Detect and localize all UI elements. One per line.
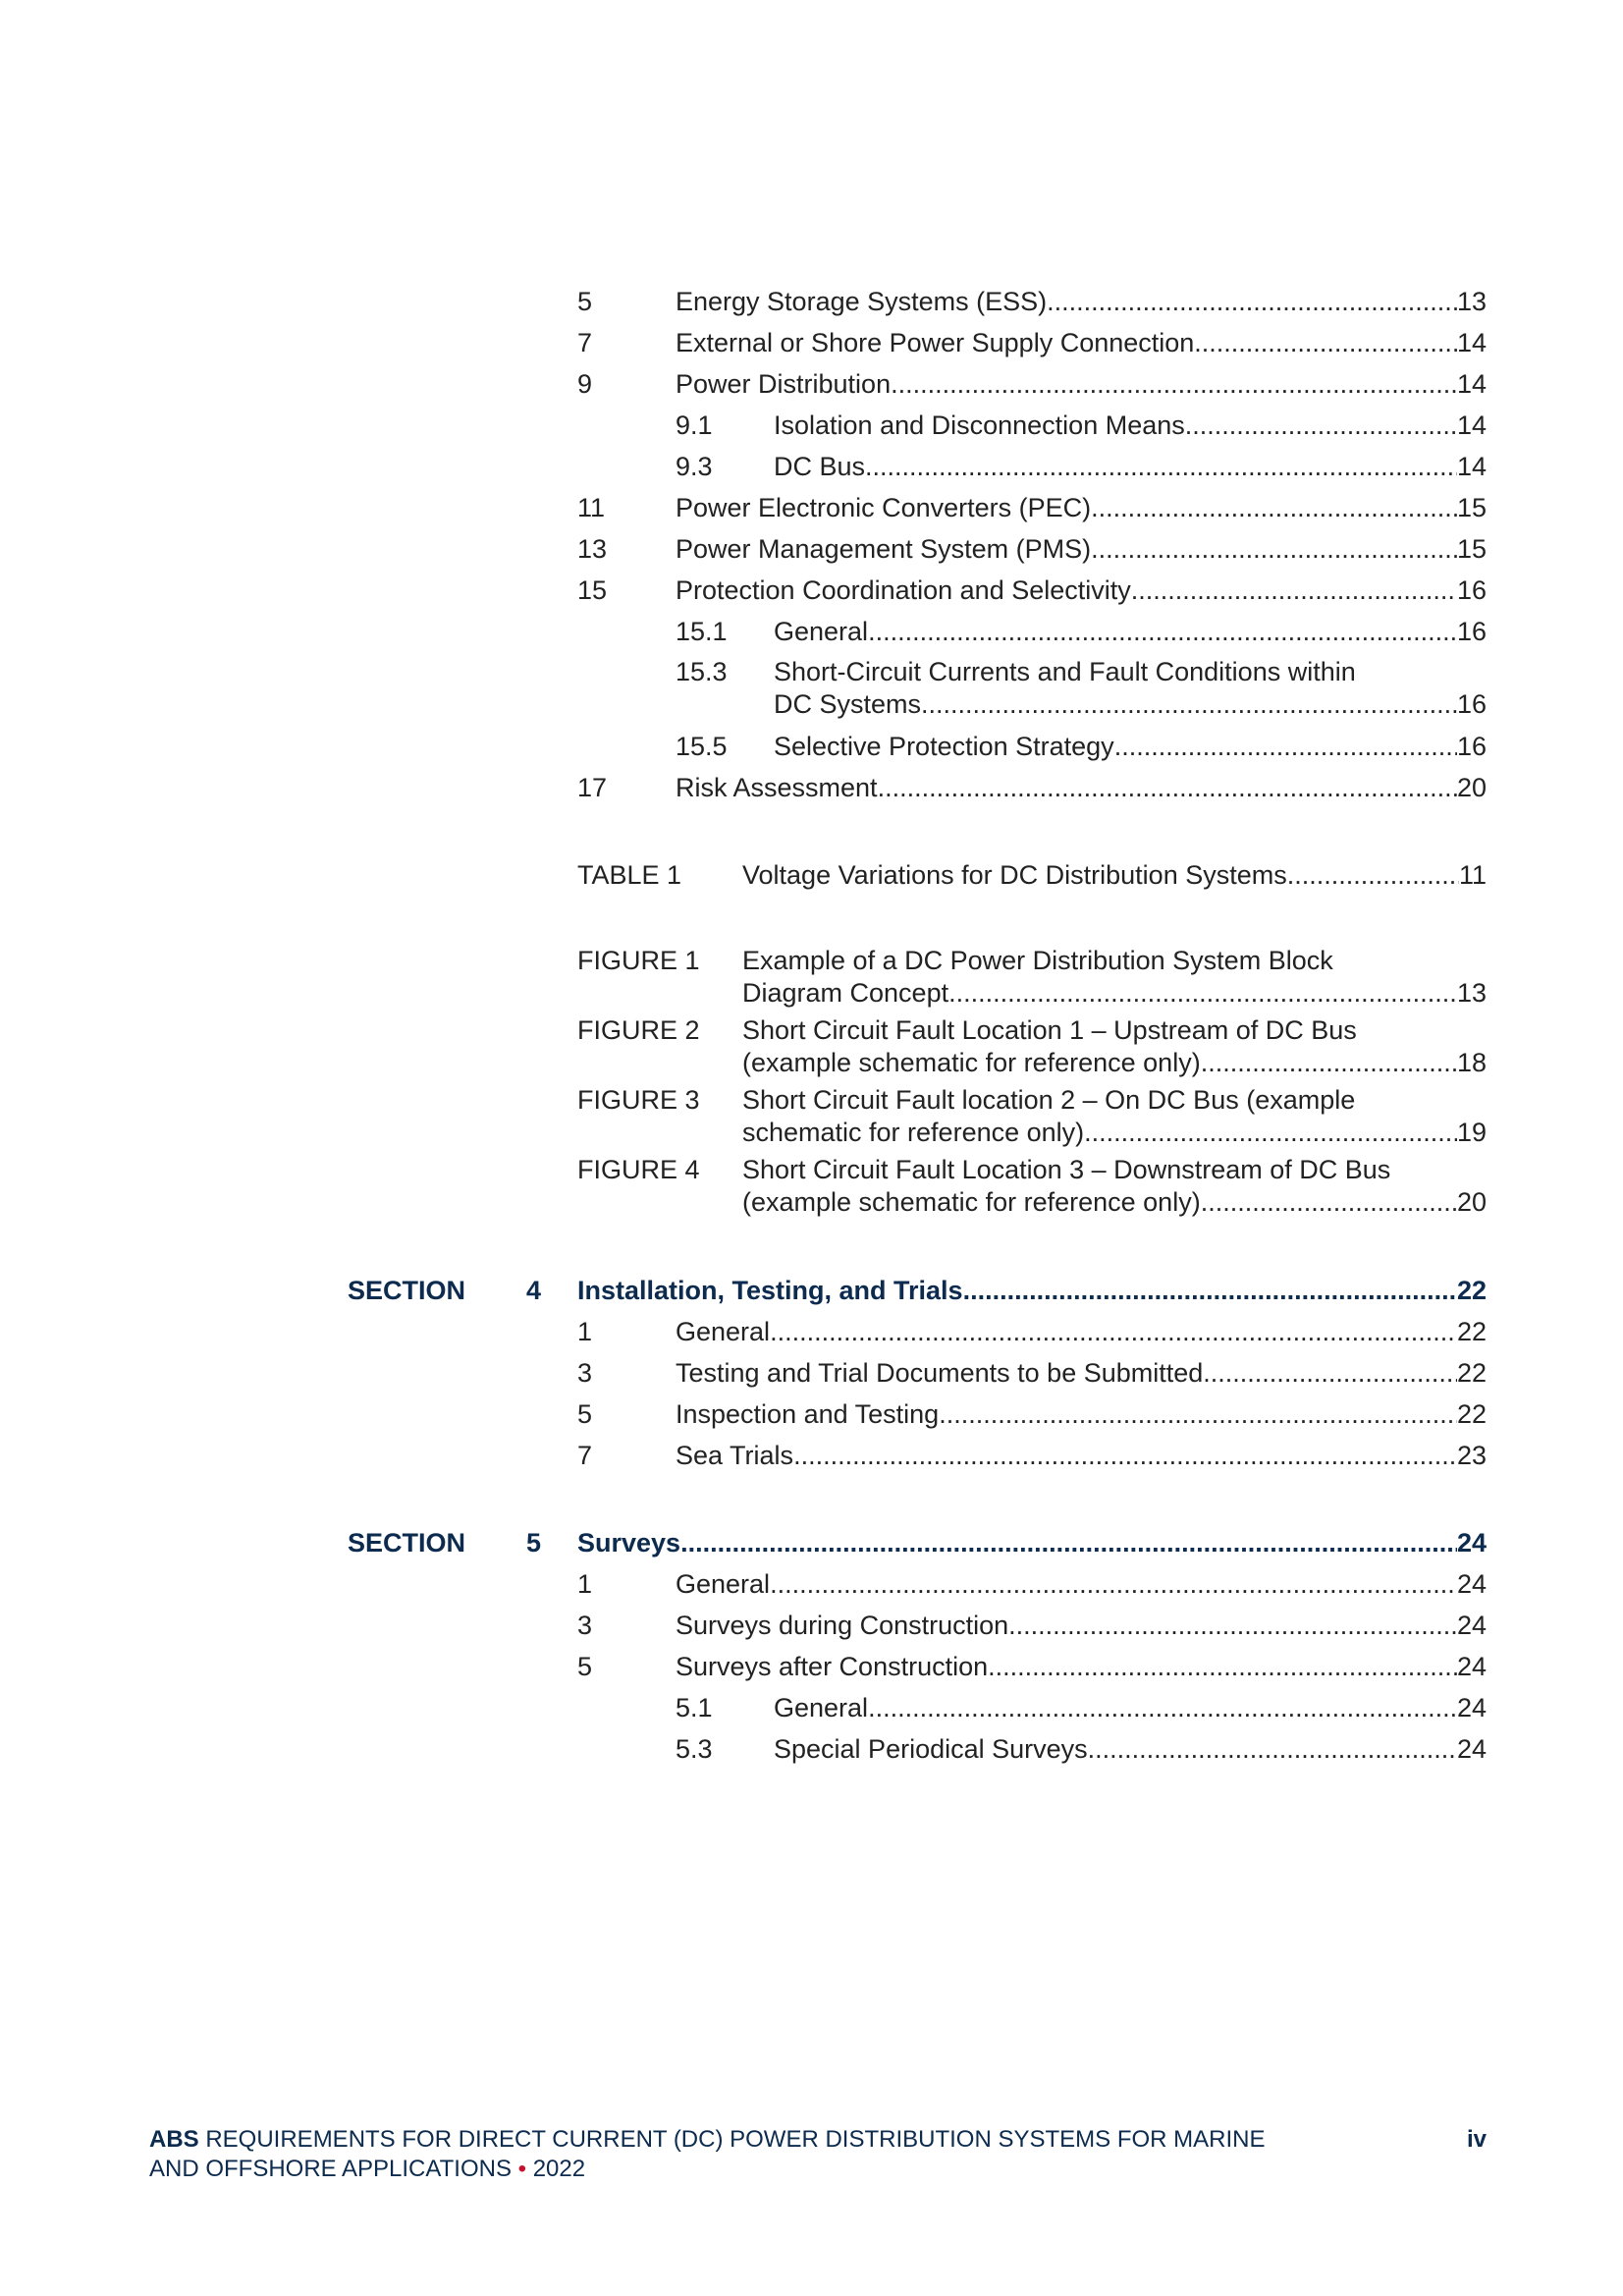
entry-number: 15.5 (676, 732, 728, 761)
table-page: 11 (1458, 860, 1487, 890)
toc-entry[interactable] (577, 570, 1487, 611)
dot-leader (878, 767, 1457, 808)
dot-leader (770, 1311, 1457, 1352)
table-title: Voltage Variations for DC Distribution Systems (742, 860, 1287, 890)
toc-subentry[interactable] (577, 446, 1487, 487)
section-title: Installation, Testing, and Trials (577, 1276, 963, 1305)
section-page: 22 (1456, 1276, 1487, 1305)
entry-number: 11 (577, 493, 606, 522)
entry-number: 1 (577, 1569, 593, 1599)
entry-title: Energy Storage Systems (ESS) (676, 287, 1048, 316)
entry-page: 22 (1456, 1358, 1487, 1388)
dot-leader (1114, 726, 1457, 767)
dot-leader (770, 1563, 1457, 1605)
entry-title: Selective Protection Strategy (774, 732, 1114, 761)
figure-title-line2: schematic for reference only) (742, 1118, 1085, 1147)
entry-page: 16 (1456, 689, 1487, 719)
entry-number: 5.3 (676, 1734, 713, 1764)
entry-title: General (774, 1693, 869, 1722)
toc-figure-entry[interactable] (577, 1154, 1487, 1219)
figure-title-line2: (example schematic for reference only) (742, 1048, 1201, 1077)
document-title: REQUIREMENTS FOR DIRECT CURRENT (DC) POWER DISTRIBUTION SYSTEMS FOR MARINE (205, 2126, 1266, 2153)
dot-leader (1194, 322, 1457, 363)
figure-page: 19 (1456, 1118, 1487, 1147)
entry-number: 3 (577, 1358, 593, 1388)
entry-title: Risk Assessment (676, 773, 878, 802)
document-year: 2022 (532, 2156, 586, 2182)
entry-title: Protection Coordination and Selectivity (676, 575, 1131, 605)
dot-leader (921, 688, 1457, 721)
entry-page: 24 (1456, 1611, 1487, 1640)
entry-number: 13 (577, 534, 608, 564)
entry-title-line2: DC Systems (774, 689, 922, 719)
figure-title-line2: Diagram Concept (742, 978, 949, 1008)
dot-leader (1131, 570, 1457, 611)
dot-leader (1091, 528, 1457, 570)
entry-title: Isolation and Disconnection Means (774, 410, 1185, 440)
dot-leader (891, 363, 1457, 405)
entry-number: 5.1 (676, 1693, 713, 1722)
dot-leader (1084, 1117, 1457, 1149)
toc-figure-entry[interactable] (577, 945, 1487, 1010)
figure-number: FIGURE 2 (577, 1015, 700, 1045)
entry-title-line1: Short-Circuit Currents and Fault Conditions within (774, 657, 1356, 686)
figure-number: FIGURE 4 (577, 1155, 700, 1184)
entry-page: 22 (1456, 1399, 1487, 1429)
dot-leader (1203, 1352, 1457, 1394)
entry-title: Testing and Trial Documents to be Submitted (676, 1358, 1204, 1388)
entry-title: General (676, 1569, 771, 1599)
entry-number: 5 (577, 287, 593, 316)
dot-leader (1201, 1047, 1457, 1079)
toc-entry[interactable] (577, 528, 1487, 570)
entry-number: 7 (577, 328, 593, 357)
toc-entry[interactable] (577, 363, 1487, 405)
toc-subentry[interactable] (577, 611, 1487, 652)
entry-page: 24 (1456, 1652, 1487, 1681)
dot-leader (988, 1646, 1457, 1687)
figure-title-line1: Example of a DC Power Distribution System Block (742, 946, 1333, 975)
section-number: 4 (526, 1276, 542, 1305)
dot-leader (868, 1687, 1457, 1728)
figure-page: 13 (1456, 978, 1487, 1008)
toc-figure-entry[interactable] (577, 1014, 1487, 1079)
toc-subentry[interactable] (577, 1728, 1487, 1770)
dot-leader (1047, 281, 1457, 322)
document-title-cont: AND OFFSHORE APPLICATIONS (149, 2156, 512, 2182)
entry-title: Inspection and Testing (676, 1399, 940, 1429)
dot-leader (680, 1522, 1457, 1563)
entry-page: 16 (1456, 617, 1487, 646)
figure-title-line1: Short Circuit Fault location 2 – On DC Bus (example (742, 1085, 1356, 1115)
dot-leader (1008, 1605, 1457, 1646)
entry-title: General (676, 1317, 771, 1346)
toc-entry[interactable] (577, 1605, 1487, 1646)
toc-entry[interactable] (577, 1394, 1487, 1435)
section-label: SECTION (348, 1528, 466, 1558)
figure-number: FIGURE 3 (577, 1085, 700, 1115)
figure-page: 20 (1456, 1187, 1487, 1217)
footer-title-line1 (149, 2125, 1487, 2155)
entry-title: Power Management System (PMS) (676, 534, 1092, 564)
figure-page: 18 (1456, 1048, 1487, 1077)
toc-entry[interactable] (577, 322, 1487, 363)
section-title: Surveys (577, 1528, 681, 1558)
dot-leader (793, 1435, 1457, 1476)
toc-entry[interactable] (577, 1435, 1487, 1476)
brand-name: ABS (149, 2126, 199, 2153)
entry-number: 9.3 (676, 452, 713, 481)
toc-subentry[interactable] (577, 405, 1487, 446)
entry-page: 14 (1456, 328, 1487, 357)
entry-title: General (774, 617, 869, 646)
section-number: 5 (526, 1528, 542, 1558)
toc-entry[interactable] (577, 767, 1487, 808)
figure-number: FIGURE 1 (577, 946, 700, 975)
toc-entry[interactable] (577, 1646, 1487, 1687)
entry-number: 5 (577, 1399, 593, 1429)
entry-number: 15.1 (676, 617, 728, 646)
entry-title: Power Electronic Converters (PEC) (676, 493, 1092, 522)
dot-leader (1185, 405, 1457, 446)
toc-entry[interactable] (577, 1352, 1487, 1394)
entry-title: Surveys during Construction (676, 1611, 1009, 1640)
entry-page: 16 (1456, 732, 1487, 761)
entry-title: Special Periodical Surveys (774, 1734, 1088, 1764)
section-page: 24 (1456, 1528, 1487, 1558)
entry-page: 14 (1456, 410, 1487, 440)
table-number: TABLE 1 (577, 860, 682, 890)
figure-title-line1: Short Circuit Fault Location 1 – Upstream of DC Bus (742, 1015, 1357, 1045)
toc-subentry[interactable] (577, 1687, 1487, 1728)
entry-page: 24 (1456, 1693, 1487, 1722)
entry-number: 5 (577, 1652, 593, 1681)
footer-title-line2 (149, 2155, 1487, 2184)
figure-title-line2: (example schematic for reference only) (742, 1187, 1201, 1217)
toc-table-entry[interactable] (577, 854, 1487, 896)
entry-page: 14 (1456, 452, 1487, 481)
toc-subentry[interactable] (577, 656, 1487, 721)
entry-title: Power Distribution (676, 369, 892, 399)
entry-title: DC Bus (774, 452, 866, 481)
entry-page: 24 (1456, 1734, 1487, 1764)
entry-number: 15.3 (676, 657, 728, 686)
toc-entry[interactable] (577, 281, 1487, 322)
separator-bullet: • (517, 2156, 527, 2182)
entry-number: 15 (577, 575, 608, 605)
toc-subentry[interactable] (577, 726, 1487, 767)
entry-title: Surveys after Construction (676, 1652, 989, 1681)
entry-number: 3 (577, 1611, 593, 1640)
entry-page: 13 (1456, 287, 1487, 316)
dot-leader (948, 977, 1457, 1010)
entry-page: 14 (1456, 369, 1487, 399)
dot-leader (868, 611, 1457, 652)
dot-leader (865, 446, 1457, 487)
entry-page: 24 (1456, 1569, 1487, 1599)
toc-section-heading[interactable] (348, 1270, 1487, 1311)
entry-page: 23 (1456, 1441, 1487, 1470)
toc-entry[interactable] (577, 487, 1487, 528)
toc-entry[interactable] (577, 1311, 1487, 1352)
dot-leader (939, 1394, 1457, 1435)
entry-number: 17 (577, 773, 608, 802)
entry-title: Sea Trials (676, 1441, 794, 1470)
dot-leader (1091, 487, 1457, 528)
toc-section-heading[interactable] (348, 1522, 1487, 1563)
entry-number: 9 (577, 369, 593, 399)
page-number: iv (1466, 2126, 1487, 2153)
entry-number: 7 (577, 1441, 593, 1470)
entry-number: 1 (577, 1317, 593, 1346)
entry-page: 22 (1456, 1317, 1487, 1346)
toc-entry[interactable] (577, 1563, 1487, 1605)
entry-page: 15 (1456, 493, 1487, 522)
page-footer (149, 2125, 1487, 2184)
entry-page: 16 (1456, 575, 1487, 605)
toc-figure-entry[interactable] (577, 1084, 1487, 1149)
dot-leader (1201, 1186, 1457, 1219)
figure-title-line1: Short Circuit Fault Location 3 – Downstream of DC Bus (742, 1155, 1391, 1184)
dot-leader (1088, 1728, 1457, 1770)
entry-page: 20 (1456, 773, 1487, 802)
entry-number: 9.1 (676, 410, 713, 440)
entry-title: External or Shore Power Supply Connection (676, 328, 1195, 357)
dot-leader (963, 1270, 1457, 1311)
section-label: SECTION (348, 1276, 466, 1305)
dot-leader (1287, 854, 1459, 896)
table-of-contents (348, 281, 1487, 1770)
entry-page: 15 (1456, 534, 1487, 564)
